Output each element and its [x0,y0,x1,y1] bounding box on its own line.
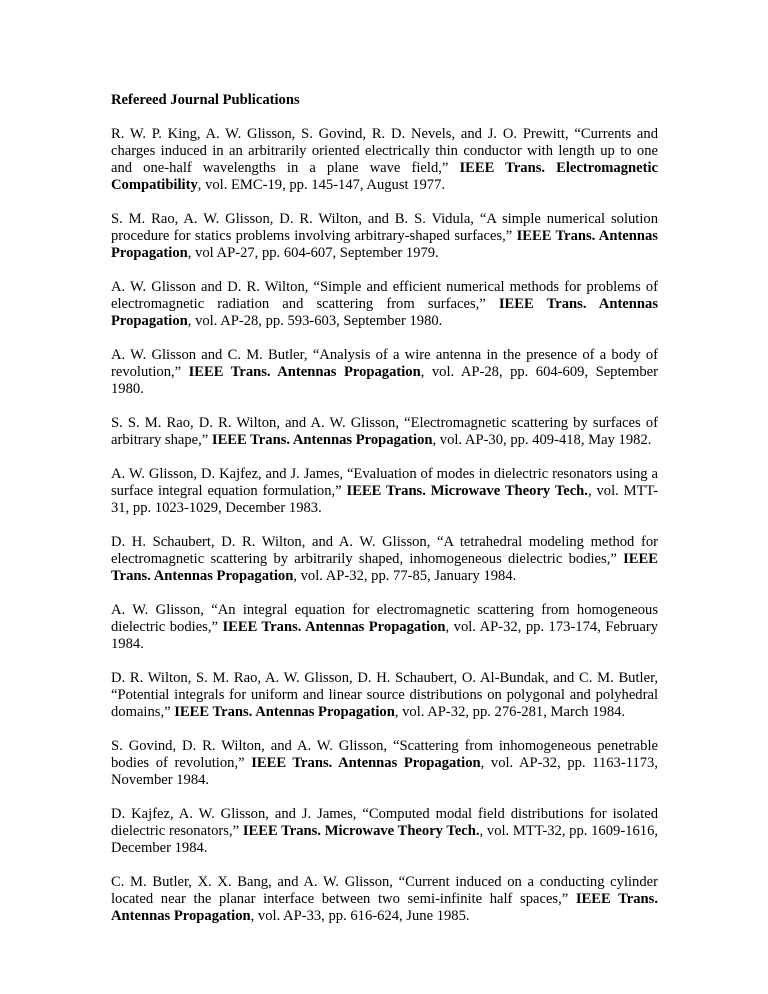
publication-entry [111,211,658,262]
publication-details: , vol. AP-33, pp. 616-624, June 1985. [250,908,470,924]
publication-entry [111,874,658,925]
document-page [111,92,658,942]
publication-journal: IEEE Trans. Antennas Propagation [222,619,446,635]
publication-title: “Electromagnetic scattering by surfaces of arbitrary shape,” [111,415,658,448]
publication-entry [111,670,658,721]
publication-details: , vol. AP-32, pp. 1163-1173, November 1984. [111,755,658,788]
publication-title: “Evaluation of modes in dielectric resonators using a surface integral equation formulation,” [111,466,658,499]
publication-entry [111,602,658,653]
publication-authors: D. H. Schaubert, D. R. Wilton, and A. W. Glisson, [111,534,437,550]
publication-journal: IEEE Trans. Antennas Propagation [111,891,658,924]
publication-authors: S. Govind, D. R. Wilton, and A. W. Glisson, [111,738,393,754]
publication-entry [111,466,658,517]
publication-authors: D. Kajfez, A. W. Glisson, and J. James, [111,806,363,822]
publication-details: , vol. MTT-32, pp. 1609-1616, December 1984. [111,823,659,856]
publication-details: , vol AP-27, pp. 604-607, September 1979. [187,245,439,261]
publication-authors: S. M. Rao, A. W. Glisson, D. R. Wilton, and B. S. Vidula, [111,211,480,227]
publication-title: “Scattering from inhomogeneous penetrable bodies of revolution,” [111,738,658,771]
publication-entry [111,415,658,449]
publication-authors: C. M. Butler, X. X. Bang, and A. W. Glisson, [111,874,399,890]
publication-journal: IEEE Trans. Antennas Propagation [211,432,433,448]
section-heading: Refereed Journal Publications [111,92,300,108]
publication-journal: IEEE Trans. Microwave Theory Tech. [242,823,480,839]
publication-entry [111,126,658,194]
publication-title: “Potential integrals for uniform and linear source distributions on polygonal and polyhedral domains,” [111,687,658,720]
publication-journal: IEEE Trans. Antennas Propagation [174,704,395,720]
publication-entry [111,347,658,398]
publication-details: , vol. AP-32, pp. 173-174, February 1984. [111,619,659,652]
publication-title: “Computed modal field distributions for isolated dielectric resonators,” [111,806,658,839]
publication-title: “Analysis of a wire antenna in the presence of a body of revolution,” [111,347,658,380]
publication-journal: IEEE Trans. Electromagnetic Compatibility [111,160,658,193]
publication-authors: A. W. Glisson and D. R. Wilton, [111,279,314,295]
publication-authors: A. W. Glisson, D. Kajfez, and J. James, [111,466,347,482]
publication-authors: S. S. M. Rao, D. R. Wilton, and A. W. Glisson, [111,415,405,431]
publication-journal: IEEE Trans. Antennas Propagation [188,364,421,380]
publication-title: “Current induced on a conducting cylinder located near the planar interface between two semi-infinite half spaces,” [111,874,658,907]
publication-authors: A. W. Glisson and C. M. Butler, [111,347,313,363]
publication-journal: IEEE Trans. Antennas Propagation [111,228,658,261]
publication-list [111,126,658,925]
publication-title: “An integral equation for electromagnetic scattering from homogeneous dielectric bodies,” [111,602,658,635]
publication-details: , vol. AP-32, pp. 77-85, January 1984. [293,568,517,584]
publication-title: “A simple numerical solution procedure for statics problems involving arbitrary-shaped surfaces,” [111,211,658,244]
publication-journal: IEEE Trans. Antennas Propagation [111,296,658,329]
publication-journal: IEEE Trans. Antennas Propagation [111,551,658,584]
publication-title: “Simple and efficient numerical methods for problems of electromagnetic radiation and scattering from surfaces,” [111,279,659,312]
publication-authors: A. W. Glisson, [111,602,212,618]
publication-details: , vol. EMC-19, pp. 145-147, August 1977. [197,177,446,193]
publication-journal: IEEE Trans. Antennas Propagation [251,755,481,771]
publication-details: , vol. AP-28, pp. 604-609, September 1980. [111,364,658,397]
publication-entry [111,738,658,789]
publication-journal: IEEE Trans. Microwave Theory Tech. [346,483,588,499]
publication-details: , vol. AP-30, pp. 409-418, May 1982. [432,432,652,448]
publication-details: , vol. AP-32, pp. 276-281, March 1984. [394,704,626,720]
publication-title: “A tetrahedral modeling method for electromagnetic scattering by arbitrarily shaped, inhomogeneous dielectric bodies,” [111,534,658,567]
publication-entry [111,279,658,330]
publication-details: , vol. MTT-31, pp. 1023-1029, December 1983. [111,483,658,516]
publication-entry [111,806,658,857]
publication-authors: R. W. P. King, A. W. Glisson, S. Govind, R. D. Nevels, and J. O. Prewitt, [111,126,575,142]
publication-details: , vol. AP-28, pp. 593-603, September 1980. [187,313,443,329]
publication-authors: D. R. Wilton, S. M. Rao, A. W. Glisson, D. H. Schaubert, O. Al-Bundak, and C. M. Butler, [111,670,658,686]
publication-entry [111,534,658,585]
publication-title: “Currents and charges induced in an arbitrarily oriented electrically thin conductor with length up to one and one-half wavelengths in a plane wave field,” [111,126,658,176]
